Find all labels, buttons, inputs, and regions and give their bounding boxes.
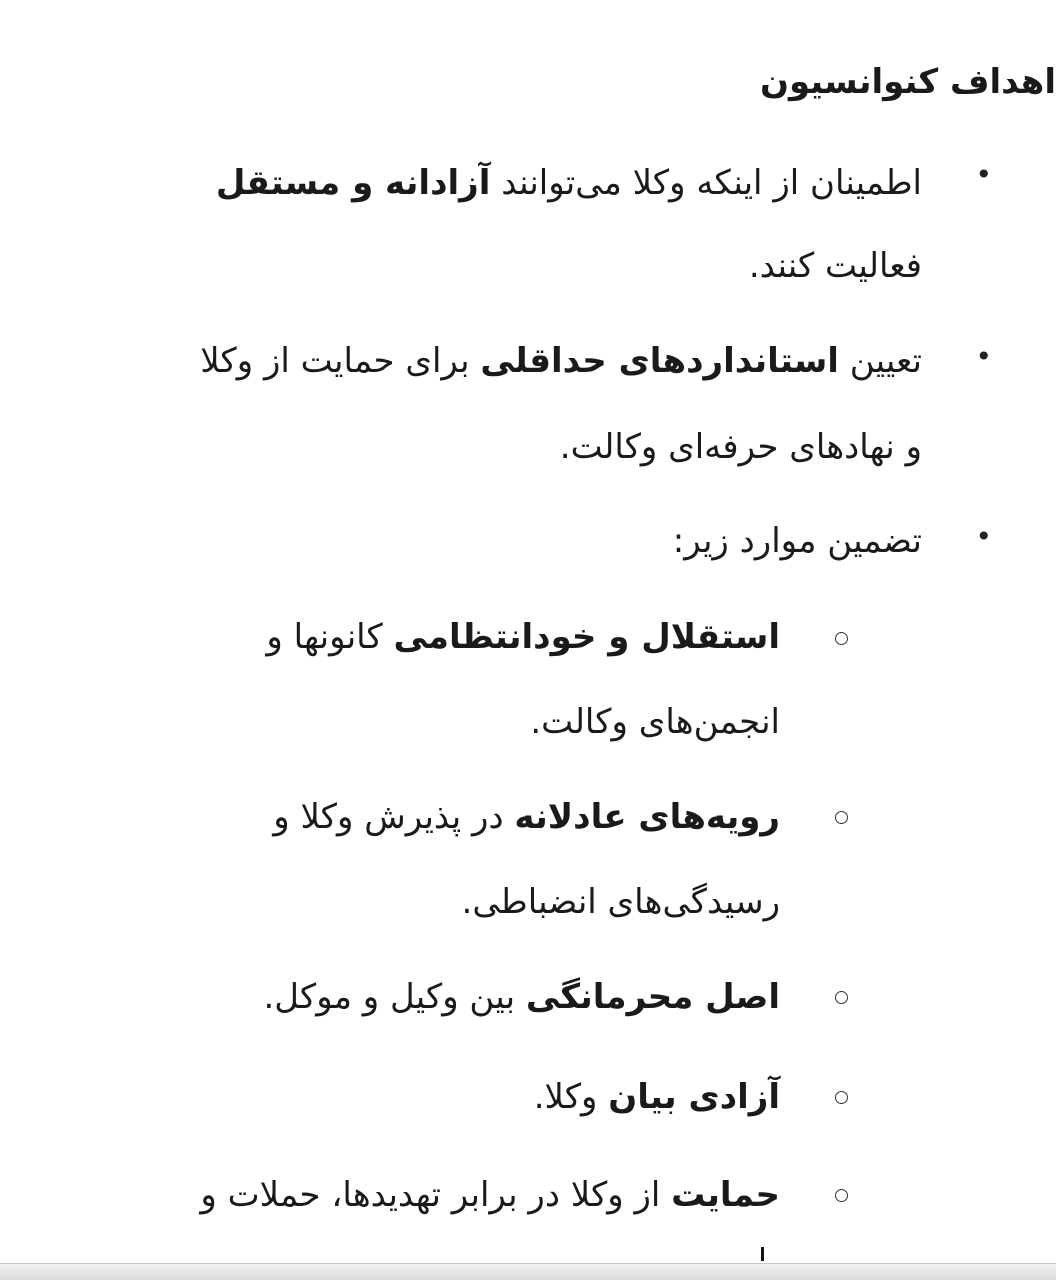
sub-item-1 xyxy=(160,594,780,764)
sub-1-bold: استقلال و خودانتظامی xyxy=(393,617,780,657)
section-heading: اهداف کنوانسیون xyxy=(759,62,1056,102)
bullet-item-2 xyxy=(102,318,922,490)
bullet-3-text: تضمین موارد زیر: xyxy=(672,521,922,561)
bullet-item-1 xyxy=(122,140,922,306)
sub-1-line2: انجمن‌های وکالت. xyxy=(530,702,780,742)
sub-5-bold: حمایت xyxy=(671,1175,780,1215)
bullet-1-bold: آزادانه و مستقل xyxy=(215,163,491,203)
sub-4-post: وکلا. xyxy=(533,1077,609,1117)
bullet-2-line2: و نهادهای حرفه‌ای وکالت. xyxy=(559,427,922,467)
sub-bullet-marker xyxy=(835,1189,848,1202)
sub-bullet-marker xyxy=(835,811,848,824)
sub-item-4 xyxy=(140,1054,780,1140)
sub-item-5 xyxy=(60,1152,780,1238)
bullet-2-post: برای حمایت از وکلا xyxy=(200,341,481,381)
sub-bullet-marker xyxy=(835,1091,848,1104)
sub-5-post: از وکلا در برابر تهدیدها، حملات و xyxy=(200,1175,672,1215)
bullet-2-bold: استانداردهای حداقلی xyxy=(480,341,839,381)
sub-2-line2: رسیدگی‌های انضباطی. xyxy=(461,882,780,922)
sub-item-2 xyxy=(160,774,780,944)
bullet-1-pre: اطمینان از اینکه وکلا می‌توانند xyxy=(490,163,922,203)
sub-3-post: بین وکیل و موکل. xyxy=(263,977,526,1017)
bullet-marker: • xyxy=(975,520,992,553)
bullet-marker: • xyxy=(975,340,992,373)
bullet-marker: • xyxy=(975,158,992,191)
sub-bullet-marker xyxy=(835,632,848,645)
bullet-1-line2: فعالیت کنند. xyxy=(748,246,922,286)
sub-2-post: در پذیرش وکلا و xyxy=(273,797,515,837)
sub-item-3 xyxy=(140,954,780,1040)
sub-bullet-marker xyxy=(835,991,848,1004)
sub-4-bold: آزادی بیان xyxy=(608,1077,780,1117)
cropped-text-bottom xyxy=(716,1246,786,1260)
bullet-2-pre: تعیین xyxy=(838,341,922,381)
cropped-text-top xyxy=(700,0,900,8)
sub-1-post: کانونها و xyxy=(266,617,394,657)
sub-3-bold: اصل محرمانگی xyxy=(525,977,780,1017)
bullet-item-3 xyxy=(222,498,922,584)
sub-2-bold: رویه‌های عادلانه xyxy=(514,797,780,837)
bottom-scroll-edge xyxy=(0,1263,1056,1280)
